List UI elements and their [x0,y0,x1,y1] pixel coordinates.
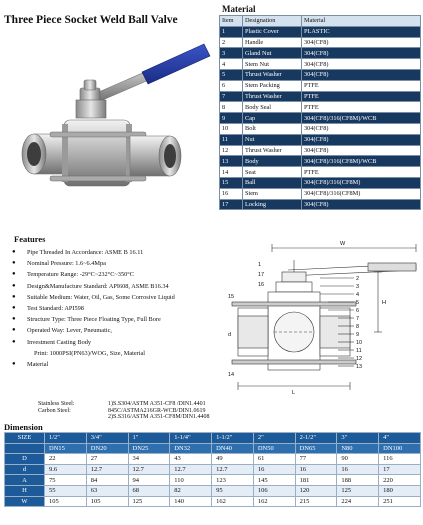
table-cell: 90 [337,454,379,465]
table-cell: 215 [295,496,337,507]
list-item: ● Design&Manufacture Standard: API608, ASME B16.34 [12,282,169,290]
bullet-icon: ● [12,327,16,334]
list-item: ● Nominal Pressure: 1.6~6.4Mpa [12,260,106,268]
page-title: Three Piece Socket Weld Ball Valve [4,14,178,26]
table-cell: 188 [337,475,379,486]
table-cell: 123 [212,475,254,486]
table-cell: 116 [379,454,421,465]
svg-text:7: 7 [356,316,360,322]
cell-material: PTFE [302,167,421,178]
cell-material: 304(CF8) [302,59,421,70]
table-cell: 94 [128,475,170,486]
material-heading: Material [222,4,256,14]
table-row [220,145,421,156]
cell-item: 3 [220,48,243,59]
table-cell: 22 [45,454,87,465]
table-cell: 68 [128,485,170,496]
list-item: ● Pipe Threaded In Accordance: ASME B 16.11 [12,249,144,256]
cell-item: 7 [220,91,243,102]
svg-text:1: 1 [258,262,262,268]
stainless-label: Stainless Steel: [38,401,75,407]
table-cell: 162 [212,496,254,507]
stainless-value-1: 1)S.S304/ASTM A351-CF8 /DIN1.4401 [108,401,206,407]
cell-material: PTFE [302,102,421,113]
table-cell: 105 [45,496,87,507]
row-key: A [5,475,45,486]
cell-material: PTFE [302,80,421,91]
cell-material: PTFE [302,91,421,102]
table-cell: 220 [379,475,421,486]
dn-cell: N80 [337,443,379,454]
cell-designation: Body [243,156,302,167]
table-row [5,496,421,507]
table-cell: 43 [170,454,212,465]
size-cell: 3/4" [86,433,128,444]
cell-item: 15 [220,177,243,188]
dimension-table [4,432,421,507]
svg-text:13: 13 [356,364,363,370]
dn-row [5,443,421,454]
size-cell: 1/2" [45,433,87,444]
table-row [220,177,421,188]
table-cell: 12.7 [212,464,254,475]
cell-designation: Stem Nut [243,59,302,70]
cell-designation: Thrust Washer [243,91,302,102]
cell-item: 9 [220,113,243,124]
cell-material: PLASTIC [302,26,421,37]
table-cell: 55 [45,485,87,496]
table-row [220,113,421,124]
table-cell: 125 [337,485,379,496]
dn-cell: DN32 [170,443,212,454]
cell-designation: Cap [243,113,302,124]
table-cell: 120 [295,485,337,496]
table-row [220,69,421,80]
list-item: ● Material [12,360,49,368]
cell-material: 304(CF8) [302,37,421,48]
dn-cell: DN65 [295,443,337,454]
cell-item: 11 [220,134,243,145]
cell-item: 12 [220,145,243,156]
drawing-label-h: H [382,300,386,306]
table-row [220,59,421,70]
bullet-icon: ● [12,260,16,267]
cell-item: 10 [220,123,243,134]
size-cell: 4" [379,433,421,444]
list-item: ● Operated Way: Lever, Pneumatic, [12,327,112,335]
cell-item: 16 [220,188,243,199]
bullet-icon: ● [12,304,16,311]
cell-material: 304(CF8) [302,134,421,145]
list-item: ● Investment Casting Body [12,338,92,346]
table-row [220,167,421,178]
table-row [5,464,421,475]
carbon-label: Carbon Steel: [38,408,71,414]
cell-item: 2 [220,37,243,48]
list-item: ● Structure Type: Three Piece Floating Type, Full Bore [12,316,161,324]
table-row [220,37,421,48]
drawing-label-l: L [292,390,296,396]
cell-designation: Thrust Washer [243,69,302,80]
size-cell: 2" [253,433,295,444]
table-cell: 12.7 [128,464,170,475]
cell-item: 14 [220,167,243,178]
table-cell: 140 [170,496,212,507]
cell-designation: Ball [243,177,302,188]
drawing-label-d: d [228,332,232,338]
table-cell: 95 [212,485,254,496]
svg-text:11: 11 [356,348,362,354]
table-cell: 162 [253,496,295,507]
dn-cell: DN40 [212,443,254,454]
material-table [219,15,421,210]
table-cell: 16 [295,464,337,475]
table-cell: 12.7 [170,464,212,475]
table-row [220,134,421,145]
features-list [10,247,225,370]
dn-cell: DN20 [86,443,128,454]
dn-cell: DN100 [379,443,421,454]
svg-text:10: 10 [356,340,363,346]
cell-designation: Nut [243,134,302,145]
table-row [220,91,421,102]
list-item: Print: 1000PSI(PN63)/WOG, Size, Material [34,349,146,357]
table-cell: 17 [379,464,421,475]
cell-material: 304(CF8) [302,48,421,59]
cell-material: 304(CF8)/316(CF8M)/WCB [302,156,421,167]
svg-text:8: 8 [356,324,360,330]
table-row [220,188,421,199]
table-cell: 125 [128,496,170,507]
table-cell: 110 [170,475,212,486]
table-cell: 12.7 [86,464,128,475]
cell-material: 304(CF8) [302,199,421,210]
table-row [5,475,421,486]
table-cell: 75 [45,475,87,486]
material-table-header [220,16,421,27]
cell-item: 5 [220,69,243,80]
table-cell: 251 [379,496,421,507]
carbon-value: 845C/ASTMA216GR-WCB/DIN1.0619 [108,408,206,414]
cell-designation: Bolt [243,123,302,134]
table-cell: 224 [337,496,379,507]
table-row [5,454,421,465]
cell-item: 4 [220,59,243,70]
size-cell: 1-1/2" [212,433,254,444]
dn-cell: DN50 [253,443,295,454]
cell-designation: Body Seal [243,102,302,113]
svg-text:14: 14 [228,372,235,378]
bullet-icon: ● [12,316,16,323]
svg-text:9: 9 [356,332,360,338]
cell-item: 8 [220,102,243,113]
table-cell: 84 [86,475,128,486]
cell-material: 304(CF8)/316(CF8M) [302,177,421,188]
svg-text:16: 16 [258,282,265,288]
list-item: ● Test Standard: API598 [12,304,84,312]
bullet-icon: ● [12,282,16,289]
svg-text:3: 3 [356,284,360,290]
table-cell: 61 [253,454,295,465]
features-heading: Features [14,234,46,244]
table-row [220,102,421,113]
bullet-icon: ● [12,249,16,255]
cell-designation: Seat [243,167,302,178]
table-cell: 106 [253,485,295,496]
size-label: SIZE [5,433,45,444]
cell-designation: Handle [243,37,302,48]
svg-text:17: 17 [258,272,265,278]
size-row [5,433,421,444]
table-cell: 16 [253,464,295,475]
cell-material: 304(CF8)/316(CF8M) [302,188,421,199]
list-item: ● Suitable Medium: Water, Oil, Gas, Some Corrosive Liquid [12,293,175,301]
list-item: ● Temperature Range: -29°C~232°C~350°C [12,271,134,279]
row-key: d [5,464,45,475]
dn-label [5,443,45,454]
valve-technical-drawing [228,236,420,396]
cell-designation: Plastic Cover [243,26,302,37]
table-cell: 49 [212,454,254,465]
stainless-value-2: 2)S.S316/ASTM A351-CF8M/DIN1.4408 [108,414,210,420]
cell-designation: Locking [243,199,302,210]
cell-designation: Stem Packing [243,80,302,91]
table-cell: 82 [170,485,212,496]
cell-material: 304(CF8) [302,123,421,134]
size-cell: 1-1/4" [170,433,212,444]
cell-item: 6 [220,80,243,91]
cell-designation: Stem [243,188,302,199]
bullet-icon: ● [12,293,16,300]
bullet-icon: ● [12,338,16,345]
svg-text:4: 4 [356,292,360,298]
dn-cell: DN25 [128,443,170,454]
table-row [220,123,421,134]
cell-designation: Thrust Washer [243,145,302,156]
cell-material: 304(CF8)/316(CF8M)/WCB [302,113,421,124]
cell-material: 304(CF8) [302,69,421,80]
drawing-label-w: W [340,241,346,247]
table-cell: 77 [295,454,337,465]
header-material: Material [302,16,421,27]
size-cell: 1" [128,433,170,444]
table-cell: 63 [86,485,128,496]
svg-text:2: 2 [356,276,360,282]
table-cell: 145 [253,475,295,486]
table-row [220,48,421,59]
dimension-heading: Dimension [4,422,43,432]
carbon-value-wrap [108,407,206,417]
cell-material: 304(CF8) [302,145,421,156]
dn-cell: DN15 [45,443,87,454]
header-designation: Designation [243,16,302,27]
row-key: D [5,454,45,465]
svg-text:15: 15 [228,294,235,300]
table-row [220,26,421,37]
table-cell: 181 [295,475,337,486]
cell-item: 1 [220,26,243,37]
cell-item: 13 [220,156,243,167]
table-row [220,156,421,167]
header-item: Item [220,16,243,27]
table-cell: 180 [379,485,421,496]
table-cell: 16 [337,464,379,475]
bullet-icon: ● [12,360,16,367]
cell-item: 17 [220,199,243,210]
svg-text:12: 12 [356,356,363,362]
table-row [220,199,421,210]
carbon-steel-row [38,407,71,417]
cell-designation: Gland Nut [243,48,302,59]
size-cell: 2-1/2" [295,433,337,444]
table-cell: 27 [86,454,128,465]
svg-text:6: 6 [356,308,360,314]
table-row [5,485,421,496]
row-key: H [5,485,45,496]
bullet-icon: ● [12,271,16,278]
table-cell: 105 [86,496,128,507]
table-row [220,80,421,91]
valve-product-image [6,36,212,196]
svg-text:5: 5 [356,300,360,306]
size-cell: 3" [337,433,379,444]
table-cell: 34 [128,454,170,465]
row-key: W [5,496,45,507]
table-cell: 9.6 [45,464,87,475]
